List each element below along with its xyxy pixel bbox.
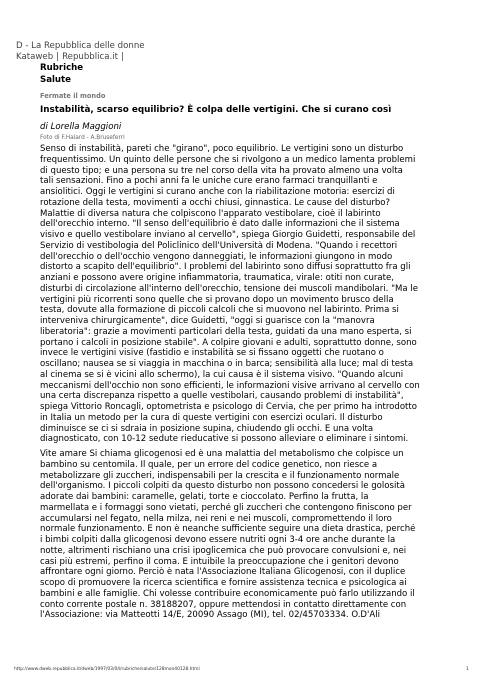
article-paragraph-1 [40,144,460,445]
text-line: testa, dovute alla formazione di piccoli calcoli che si muovono nel labirinto. Prima si [40,305,399,316]
text-line: i bimbi colpiti dalla glicogenosi devono essere nutriti ogni 3-4 ore anche durante la [40,535,396,545]
text-line: disturbi di circolazione all'interno dell'orecchio, tensione dei muscoli mandibolari. "Ma le [40,283,419,294]
text-line: marmellata e i formaggi sono vietati, perché gli zuccheri che contengono finiscono per [40,502,412,513]
text-line: spiega Vittorio Roncagli, optometrista e psicologo di Cervia, che per primo ha introdotto [40,402,417,412]
text-line: affrontare ogni giorno. Perciò è nata l'Associazione Italiana Glicogenosi, con il duplice [40,567,406,578]
text-line: meccanismi dell'occhio non sono efficienti, le informazioni visive arrivano al cervello con [40,380,420,391]
site-links [16,52,127,63]
site-title: D - La Repubblica delle donne [16,41,145,51]
article-title: Instabilità, scarso equilibrio? È colpa delle vertigini. Che si curano così [40,105,392,115]
text-line: diagnosticato, con 10-12 sedute rieducative si possono alleviare o eliminare i sintomi. [40,434,409,445]
text-line: distorto a scapito dell'equilibrio". I problemi del labirinto sono diffusi soprattutto fra gli [40,262,411,273]
text-line: ansiolitici. Oggi le vertigini si curano anche con la riabilitazione motoria: esercizi di [40,187,395,197]
text-line: conto corrente postale n. 38188207, oppure mettendosi in contatto direttamente con [40,599,407,610]
text-line: Malattie di diversa natura che colpiscono l'apparato vestibolare, cioè il labirinto [40,208,381,219]
link-separator: | [121,52,124,62]
text-line: liberatoria": grazie a movimenti particolari della testa, guidati da una mano esperta, si [40,326,412,337]
article-kicker: Fermate il mondo [40,92,106,100]
section-rubriche[interactable]: Rubriche [40,63,84,73]
text-line: rotazione della testa, movimenti a occhi chiusi, ginnastica. Le cause del disturbo? [40,197,391,208]
text-line: dell'organismo. I piccoli colpiti da questo disturbo non possono concedersi le golosità [40,481,405,492]
photo-credit: Foto di F.Halard - A.Bruseferri [40,135,125,141]
text-line: diminuisce se ci si sdraia in posizione supina, chiudendo gli occhi. E una volta [40,423,374,434]
repubblica-link[interactable]: Repubblica.it [62,52,119,62]
page-number: 1 [466,667,469,672]
text-line: adorate dai bambini: caramelle, gelati, torte e cioccolato. Perfino la frutta, la [40,492,369,502]
text-line: Senso di instabilità, pareti che "girano", poco equilibrio. Le vertigini sono un disturbo [40,144,404,154]
text-line: metabolizzare gli zuccheri, indispensabili per la crescita e il funzionamento normale [40,470,400,481]
text-line: dell'orecchio o dell'occhio vengono danneggiati, le informazioni giungono in modo [40,251,393,262]
text-line: bambino su centomila. Il quale, per un errore del codice genetico, non riesce a [40,459,378,470]
link-separator: | [56,52,60,62]
text-line: accumularsi nel fegato, nella milza, nei reni e nei muscoli, compromettendo il loro [40,513,392,524]
footer-url: http://www.dweb.repubblica.it/dweb/1997/03/04/rubriche/salute/128mon40128.html [14,667,200,672]
text-line: casi più estremi, perfino il coma. È intuibile la preoccupazione che i genitori devono [40,556,399,567]
text-line: in Italia un metodo per la cura di queste vertigini con esercizi oculari. Il disturbo [40,412,383,423]
article-author: di Lorella Maggioni [40,122,122,132]
section-salute[interactable]: Salute [40,75,71,85]
article-paragraph-2 [40,449,460,621]
text-line: di questo tipo; e una persona su tre nel corso della vita ha provato almeno una volta [40,165,403,176]
text-line: invece le vertigini visive (fastidio e instabilità se si fissano oggetti che ruotano o [40,348,384,359]
text-line: tali sensazioni. Fino a pochi anni fa le uniche cure erano farmaci tranquillanti e [40,176,378,187]
text-line: vertigini più ricorrenti sono quelle che si provano dopo un movimento brusco della [40,294,394,305]
text-line: Servizio di vestibologia del Policlinico dell'Università di Modena. "Quando i recettori [40,240,398,251]
text-line: oscillano; nausea se si viaggia in macchina o in barca; sensibilità alla luce; mal di testa [40,359,414,369]
kataweb-link[interactable]: Kataweb [16,52,54,62]
text-line: notte, altrimenti rischiano una crisi ipoglicemica che può provocare convulsioni e, nei [40,545,407,556]
text-line: frequentissimo. Un quinto delle persone che si rivolgono a un medico lamenta problemi [40,154,416,165]
text-line: al cinema se si è vicini allo schermo), la cui causa è il sistema visivo. "Quando alcuni [40,369,404,380]
text-line: portano i calcoli in posizione stabile". A colpire giovani e adulti, soprattutto donne, sono [40,337,417,348]
text-line: dell'orecchio interno. "Il senso dell'equilibrio è dato dalle informazioni che il sistema [40,219,400,230]
text-line: una certa discrepanza rispetto a quelle vestibolari, causando problemi di instabilità", [40,391,404,402]
text-line: visivo e quello vestibolare inviano al cervello", spiega Giorgio Guidetti, responsabile del [40,230,416,240]
text-line: anziani e possono avere origine infiammatoria, traumatica, virale: otiti non curate, [40,273,394,283]
text-line: bambini e alle famiglie. Chi volesse contribuire economicamente può farlo utilizzando il [40,588,415,599]
text-line: interveniva chirurgicamente", dice Guidetti, "oggi si guarisce con la "manovra [40,316,375,326]
text-line: scopo di promuovere la ricerca scientifica e fornire assistenza tecnica e psicologica ai [40,578,407,588]
text-line: Vite amare Si chiama glicogenosi ed è una malattia del metabolismo che colpisce un [40,449,404,459]
text-line: l'Associazione: via Matteotti 14/E, 20090 Assago (MI), tel. 02/45703334. O.D'Ali [40,610,380,621]
text-line: normale funzionamento. E non è neanche sufficiente seguire una dieta drastica, perché [40,524,416,535]
